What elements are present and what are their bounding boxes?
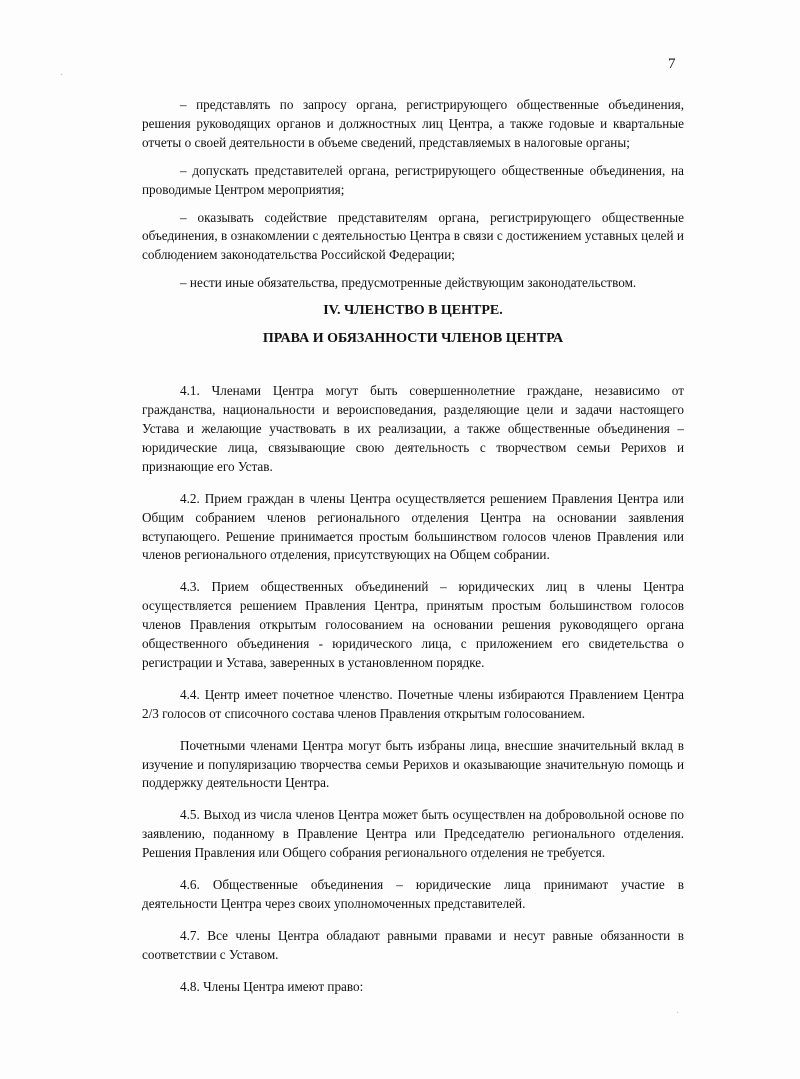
scan-speck: · — [60, 70, 64, 81]
section-heading: IV. ЧЛЕНСТВО В ЦЕНТРЕ. — [323, 303, 503, 319]
paragraph-4-1: 4.1. Членами Центра могут быть совершеннолетние граждане, независимо от гражданства, национальности и вероисповедания, разделяющие цели и задачи настоящего Устава и желающие участвовать в их реализации, а также общественные объединения – юридические лица, связывающие свою деятельность с творчеством семьи Рерихов и признающие его Устав. — [142, 383, 684, 474]
paragraph-obligation-other: – нести иные обязательства, предусмотренные действующим законодательством. — [180, 275, 637, 291]
paragraph-4-7: 4.7. Все члены Центра обладают равными правами и несут равные обязанности в соответствии с Уставом. — [142, 927, 684, 962]
scan-speck: · — [676, 1008, 680, 1019]
paragraph-4-8: 4.8. Члены Центра имеют право: — [180, 978, 364, 994]
section-subheading: ПРАВА И ОБЯЗАННОСТИ ЧЛЕНОВ ЦЕНТРА — [262, 331, 564, 347]
page-number: 7 — [668, 56, 676, 72]
paragraph-4-5: 4.5. Выход из числа членов Центра может быть осуществлен на добровольной основе по заявлению, поданному в Правление Центра или Председателю регионального отделения. Решения Правления или Общего собрания регионального отделения не требуется. — [142, 807, 684, 861]
document-body — [142, 96, 684, 997]
paragraph-obligation-assist-representatives: – оказывать содействие представителям органа, регистрирующего общественные объединения, в ознакомлении с деятельностью Центра в связи с достижением уставных целей и соблюдением законодательства Российской Федерации; — [142, 209, 684, 263]
paragraph-obligation-admit-representatives: – допускать представителей органа, регистрирующего общественные объединения, на проводимые Центром мероприятия; — [142, 162, 684, 197]
paragraph-obligation-reports: – представлять по запросу органа, регистрирующего общественные объединения, решения руководящих органов и должностных лиц Центра, а также годовые и квартальные отчеты о своей деятельности в объеме сведений, представляемых в налоговые органы; — [142, 97, 684, 150]
paragraph-4-6: 4.6. Общественные объединения – юридические лица принимают участие в деятельности Центра через своих уполномоченных представителей. — [142, 877, 684, 911]
paragraph-4-3: 4.3. Прием общественных объединений – юридических лиц в члены Центра осуществляется решением Правления Центра, принятым простым большинством голосов членов Правления открытым голосованием на основании решения руководящего органа общественного объединения - юридического лица, с приложением его свидетельства о регистрации и Устава, заверенных в установленном порядке. — [142, 579, 684, 670]
paragraph-honorary-members: Почетными членами Центра могут быть избраны лица, внесшие значительный вклад в изучение и популяризацию творчества семьи Рерихов и оказывающие значительную помощь и поддержку деятельности Центра. — [142, 737, 684, 791]
paragraph-4-2: 4.2. Прием граждан в члены Центра осуществляется решением Правления Центра или Общим собранием членов регионального отделения Центра на основании заявления вступающего. Решение принимается простым большинством голосов членов Правления или членов регионального отделения, присутствующих на Общем собрании. — [142, 490, 684, 563]
paragraph-4-4: 4.4. Центр имеет почетное членство. Почетные члены избираются Правлением Центра 2/3 голосов от списочного состава членов Правления открытым голосованием. — [142, 686, 684, 721]
